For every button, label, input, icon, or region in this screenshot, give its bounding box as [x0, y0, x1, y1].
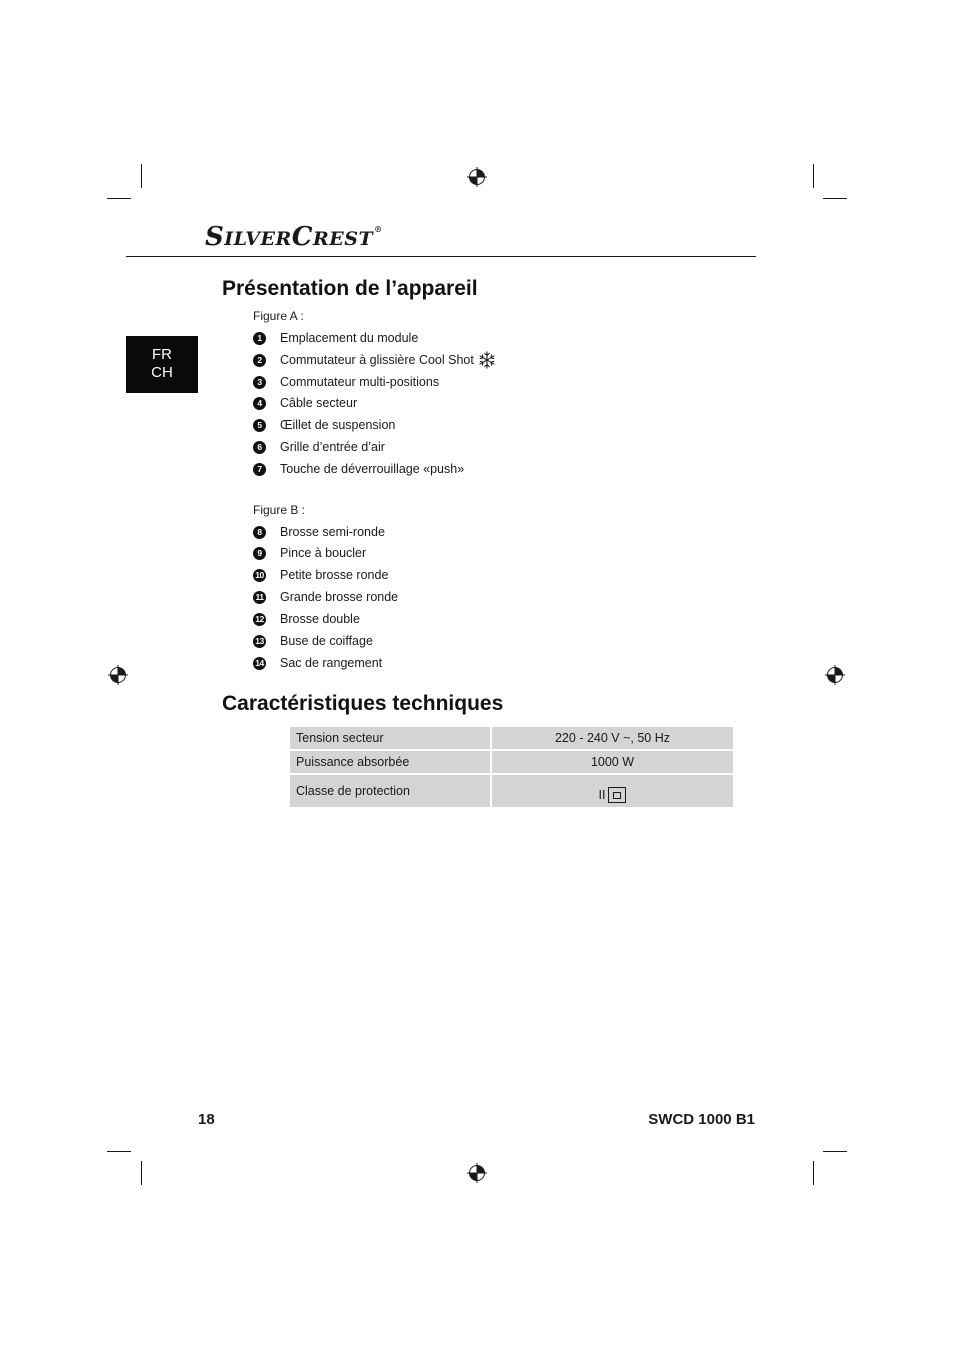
item-number-badge: 2	[253, 354, 266, 367]
list-item	[253, 588, 398, 606]
crop-mark	[107, 1151, 131, 1152]
item-label: Commutateur multi-positions	[280, 375, 440, 389]
item-number-badge: 10	[253, 569, 266, 582]
item-number-badge: 11	[253, 591, 266, 604]
language-code: FR	[152, 346, 172, 363]
item-number-badge: 7	[253, 463, 266, 476]
item-label: Œillet de suspension	[280, 418, 396, 432]
figure-a-label: Figure A :	[253, 309, 304, 323]
specs-title: Caractéristiques techniques	[222, 692, 504, 715]
item-label: Câble secteur	[280, 396, 358, 410]
snowflake-icon	[478, 351, 496, 369]
list-item	[253, 351, 496, 369]
item-label: Grille d’entrée d’air	[280, 440, 385, 454]
registration-mark-icon	[825, 665, 845, 685]
spec-value: 1000 W	[490, 751, 733, 775]
item-number-badge: 1	[253, 332, 266, 345]
spec-key: Tension secteur	[290, 727, 490, 751]
table-row	[290, 751, 733, 775]
crop-mark	[813, 1161, 814, 1185]
language-tab	[126, 336, 198, 393]
list-item	[253, 566, 388, 584]
spec-key: Puissance absorbée	[290, 751, 490, 775]
overview-title: Présentation de l’appareil	[222, 277, 478, 300]
item-number-badge: 4	[253, 397, 266, 410]
table-row	[290, 727, 733, 751]
item-number-badge: 13	[253, 635, 266, 648]
spec-key: Classe de protection	[290, 775, 490, 809]
brand-letters: REST	[313, 228, 374, 250]
specs-table	[290, 727, 733, 809]
item-number-badge: 8	[253, 526, 266, 539]
item-number-badge: 3	[253, 376, 266, 389]
item-label: Brosse semi-ronde	[280, 525, 385, 539]
header-rule	[126, 256, 756, 257]
crop-mark	[813, 164, 814, 188]
registered-mark: ®	[374, 224, 383, 234]
brand-letters: ILVER	[224, 228, 292, 250]
item-number-badge: 12	[253, 613, 266, 626]
item-label: Petite brosse ronde	[280, 568, 389, 582]
protection-class-text: II	[598, 788, 606, 802]
list-item	[253, 460, 464, 478]
spec-value: 220 - 240 V ~, 50 Hz	[490, 727, 733, 751]
crop-mark	[107, 198, 131, 199]
registration-mark-icon	[467, 167, 487, 187]
list-item	[253, 438, 385, 456]
item-number-badge: 14	[253, 657, 266, 670]
crop-mark	[141, 164, 142, 188]
item-label: Emplacement du module	[280, 331, 419, 345]
brand-logo	[205, 222, 383, 252]
item-number-badge: 5	[253, 419, 266, 432]
item-label: Buse de coiffage	[280, 634, 373, 648]
brand-letter: S	[205, 222, 225, 252]
crop-mark	[823, 1151, 847, 1152]
language-code: CH	[151, 364, 173, 381]
figure-b-label: Figure B :	[253, 503, 306, 517]
protection-class	[599, 779, 627, 803]
list-item	[253, 394, 357, 412]
table-row	[290, 775, 733, 809]
list-item	[253, 416, 395, 434]
crop-mark	[823, 198, 847, 199]
list-item	[253, 632, 373, 650]
item-number-badge: 6	[253, 441, 266, 454]
item-number-badge: 9	[253, 547, 266, 560]
item-label: Grande brosse ronde	[280, 590, 399, 604]
list-item	[253, 654, 382, 672]
double-square-icon	[608, 787, 626, 803]
item-label: Pince à boucler	[280, 546, 367, 560]
page-number: 18	[198, 1111, 215, 1128]
list-item	[253, 329, 418, 347]
item-label: Brosse double	[280, 612, 360, 626]
crop-mark	[141, 1161, 142, 1185]
item-label: Touche de déverrouillage «push»	[280, 462, 465, 476]
model-number: SWCD 1000 B1	[648, 1111, 755, 1128]
brand-letter: C	[291, 222, 313, 252]
list-item	[253, 544, 366, 562]
registration-mark-icon	[467, 1163, 487, 1183]
registration-mark-icon	[108, 665, 128, 685]
list-item	[253, 523, 385, 541]
item-label: Commutateur à glissière Cool Shot	[280, 353, 474, 367]
spec-value-cell	[490, 775, 733, 809]
list-item	[253, 610, 360, 628]
list-item	[253, 373, 439, 391]
item-label: Sac de rangement	[280, 656, 383, 670]
